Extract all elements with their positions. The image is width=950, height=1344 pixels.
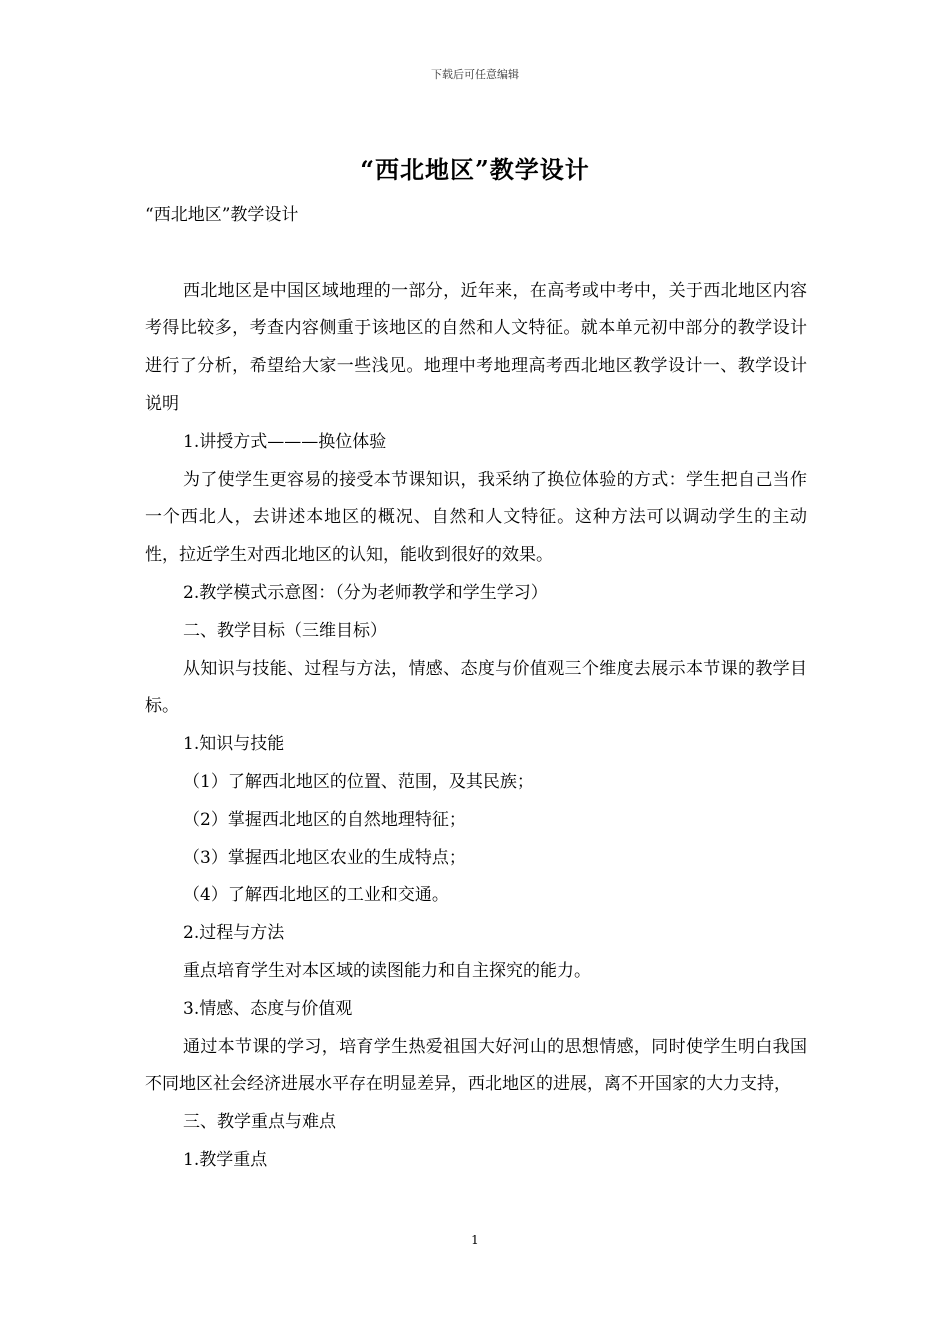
document-title: “西北地区”教学设计 bbox=[360, 155, 590, 184]
section-heading: 2.教学模式示意图：（分为老师教学和学生学习） bbox=[183, 582, 548, 603]
section-heading: 三、教学重点与难点 bbox=[183, 1112, 336, 1133]
paragraph: 西北地区是中国区域地理的一部分，近年来，在高考或中考中，关于西北地区内容考得比较多，考查内容侧重于该地区的自然和人文特征。就本单元初中部分的教学设计进行了分析，希望给大家一些浅见。地理中考地理高考西北地区教学设计一、教学设计说明 bbox=[145, 280, 807, 414]
paragraph: 从知识与技能、过程与方法，情感、态度与价值观三个维度去展示本节课的教学目标。 bbox=[145, 658, 807, 717]
section-heading: 2.过程与方法 bbox=[183, 923, 285, 944]
blank-line bbox=[145, 235, 807, 273]
list-item: （4）了解西北地区的工业和交通。 bbox=[183, 885, 449, 906]
section-heading: 1.教学重点 bbox=[183, 1149, 268, 1170]
header-note: 下载后可任意编辑 bbox=[431, 68, 519, 81]
section-heading: 1.讲授方式———换位体验 bbox=[183, 431, 387, 452]
list-item: （2）掌握西北地区的自然地理特征； bbox=[183, 809, 466, 830]
page-number: 1 bbox=[471, 1233, 479, 1247]
list-item: （1）了解西北地区的位置、范围，及其民族； bbox=[183, 771, 534, 792]
paragraph: 为了使学生更容易的接受本节课知识，我采纳了换位体验的方式：学生把自己当作一个西北人，去讲述本地区的概况、自然和人文特征。这种方法可以调动学生的主动性，拉近学生对西北地区的认知，能收到很好的效果。 bbox=[145, 469, 807, 566]
section-heading: 1.知识与技能 bbox=[183, 734, 285, 755]
section-heading: 二、教学目标（三维目标） bbox=[183, 620, 387, 641]
document-subtitle: “西北地区”教学设计 bbox=[145, 205, 299, 225]
section-heading: 3.情感、态度与价值观 bbox=[183, 998, 353, 1019]
paragraph: 重点培育学生对本区域的读图能力和自主探究的能力。 bbox=[183, 960, 591, 981]
list-item: （3）掌握西北地区农业的生成特点； bbox=[183, 847, 466, 868]
document-body bbox=[145, 197, 807, 1180]
paragraph: 通过本节课的学习，培育学生热爱祖国大好河山的思想情感，同时使学生明白我国不同地区社会经济进展水平存在明显差异，西北地区的进展，离不开国家的大力支持， bbox=[145, 1036, 807, 1095]
